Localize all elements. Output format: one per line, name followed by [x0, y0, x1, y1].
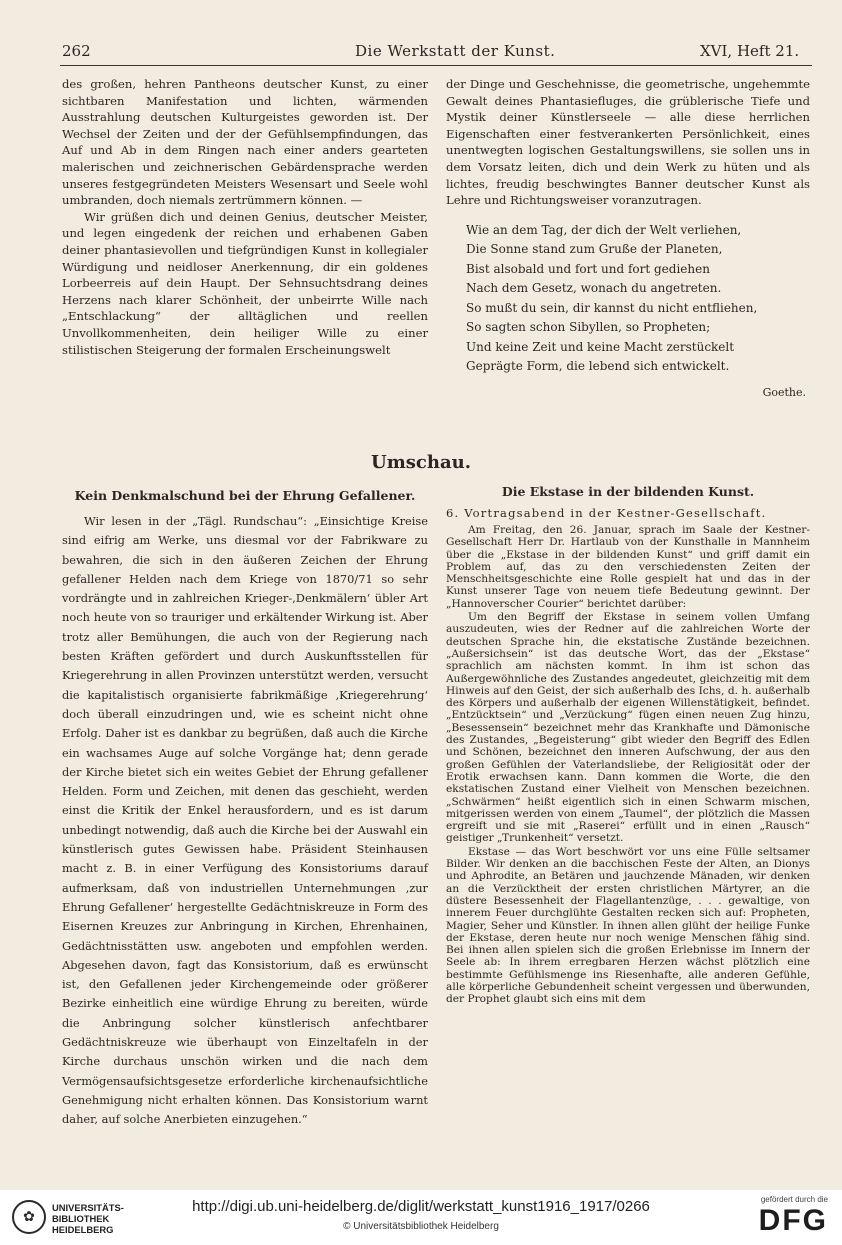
poem-line: Geprägte Form, die lebend sich entwickelt. — [466, 359, 730, 374]
poem-line: So mußt du sein, dir kannst du nicht entfliehen, — [466, 300, 758, 315]
poem-line: Bist alsobald und fort und fort gediehen — [466, 261, 710, 276]
poem — [466, 221, 810, 377]
poem-author: Goethe. — [762, 385, 806, 399]
paragraph: des großen, hehren Pantheons deutscher Kunst, zu einer sichtbaren Manifestation und lichten, wärmenden Ausstrahlung deutschen Kulturgeistes geworden ist. Der Wechsel der Zeiten und der der Gefühlsempfindungen, das Auf und Ab in dem Ringen nach einer anders gearteten malerischen und zeichnerischen Gebärdensprache werden unseres festgegründeten Meisters Wesensart und Seele wohl umbranden, doch niemals zertrümmern können. — — [62, 77, 428, 208]
library-name: UNIVERSITÄTS- BIBLIOTHEK HEIDELBERG — [52, 1202, 124, 1235]
copyright-notice: © Universitätsbibliothek Heidelberg — [343, 1221, 499, 1232]
running-header — [0, 30, 842, 70]
article-lead: 6. Vortragsabend in der Kestner-Gesellschaft. — [446, 506, 767, 520]
article-heading-right: Die Ekstase in der bildenden Kunst. — [501, 484, 755, 499]
poem-line: Wie an dem Tag, der dich der Welt verliehen, — [466, 222, 742, 237]
right-article-column — [446, 524, 810, 1006]
funding-note: gefördert durch die — [760, 1195, 828, 1204]
paragraph: Wir lesen in der „Tägl. Rundschau“: „Einsichtige Kreise sind eifrig am Werke, uns diesmal vor der Fabrikware zu bewahren, die sich in den äußeren Zeichen der Ehrung gefallener Helden nach dem Kriege von 1870/71 so sehr vordrängte und in zahlreichen Krieger-‚Denkmälern‘ übler Art noch heute von so trauriger und erkältender Wirkung ist. Aber trotz aller Bemühungen, die auch von der Regierung nach besten Kräften gefördert und durch Auskunftsstellen für Kriegerehrung in allen Provinzen unterstützt werden, versucht die kapitalistisch organisierte fabrikmäßige ‚Kriegerehrung‘ doch überall einzudringen und, wie es scheint nicht ohne Erfolg. Daher ist es dankbar zu begrüßen, daß auch die Kirche ein wachsames Auge auf solche Vorgänge hat; denn gerade der Kirche bietet sich ein weites Gebiet der Ehrung gefallener Helden. Form und Zeichen, mit denen das geschieht, werden einst die Kritik der Enkel herausfordern, und es ist darum unbedingt notwendig, daß auch die Kirche bei der Auswahl ein künstlerisch gutes Gewissen habe. Präsident Steinhausen macht z. B. in einer Verfügung des Konsistoriums darauf aufmerksam, daß von industriellen Unternehmungen ‚zur Ehrung Gefallener‘ hergestellte Gedächtniskreuze in Form des Eisernen Kreuzes zur Anbringung in Kirchen, Ehrenhainen, Gedächtnisstätten usw. angeboten und empfohlen werden. Abgesehen davon, fagt das Konsistorium, daß es erwünscht ist, den Gefallenen jeder Kirchengemeinde oder größerer Bezirke einheitlich eine würdige Ehrung zu bereiten, würde die Anbringung solcher künstlerisch anfechtbarer Gedächtniskreuze wie überhaupt von Einzeltafeln in der Kirche durchaus unschön wirken und die nach dem Vermögensaufsichtsgesetze erforderliche kirchenaufsichtliche Genehmigung nicht erhalten können. Das Konsistorium warnt daher, auf solche Anerbieten einzugehen.“ — [62, 514, 428, 1127]
top-left-column — [62, 76, 428, 358]
section-title: Umschau. — [371, 452, 471, 473]
poem-line: Die Sonne stand zum Gruße der Planeten, — [466, 242, 723, 257]
left-article-column — [62, 512, 428, 1130]
library-seal-icon: ✿ — [12, 1200, 46, 1234]
header-rule — [60, 65, 812, 66]
dfg-logo[interactable]: DFG — [758, 1204, 828, 1237]
top-right-column — [446, 76, 810, 401]
page-number: 262 — [62, 42, 91, 60]
article-heading-left: Kein Denkmalschund bei der Ehrung Gefallener. — [74, 488, 416, 503]
paragraph: der Dinge und Geschehnisse, die geometrische, ungehemmte Gewalt deines Phantasiefluges, die grüblerische Tiefe und Mystik deiner Künstlerseele — alle diese herrlichen Eigenschaften einer festverankerten Persönlichkeit, eines unentwegten logischen Gestaltungswillens, sie sollen uns in dem Vorsatz leiten, dich und dein Werk zu hüten und als lichtes, freudig beschwingtes Banner deutscher Kunst als Lehre und Richtungsweiser voranzutragen. — [446, 77, 810, 208]
paragraph: Ekstase — das Wort beschwört vor uns eine Fülle seltsamer Bilder. Wir denken an die bacchischen Feste der Alten, an Dionys und Aphrodite, an Betären und jauchzende Mänaden, wir denken an die Verzücktheit der ersten christlichen Märtyrer, an die düstere Besessenheit der Flagellantenzüge, . . . gewaltige, von innerem Feuer durchglühte Gestalten recken sich auf: Propheten, Magier, Seher und Künstler. In ihnen allen glüht der heilige Funke der Ekstase, deren heute nur noch wenige Menschen fähig sind. Bei ihnen allen spielen sich die großen Erlebnisse im Innern der Seele ab: In ihrem erregbaren Herzen wächst plötzlich eine bestimmte Gefühlsmenge ins Riesenhafte, alle anderen Gefühle, alle körperliche Gebundenheit scheint vergessen und überwunden, der Prophet glaubt sich eins mit dem — [446, 845, 810, 1006]
issue-label: XVI, Heft 21. — [700, 42, 800, 60]
poem-line: Und keine Zeit und keine Macht zerstückelt — [466, 339, 735, 354]
paragraph: Wir grüßen dich und deinen Genius, deutscher Meister, und legen eingedenk der reichen und erhabenen Gaben deiner phantasievollen und tiefgründigen Kunst in kollegialer Würdigung und neidloser Anerkennung, dir ein goldenes Lorbeerreis auf dein Haupt. Der Sehnsuchtsdrang deines Herzens nach klarer Schönheit, der unbeirrte Wille nach „Entschlackung“ der alltäglichen und reellen Unvollkommenheiten, dein heiliger Wille zu einer stilistischen Steigerung der formalen Erscheinungswelt — [62, 209, 428, 357]
poem-line: So sagten schon Sibyllen, so Propheten; — [466, 320, 711, 335]
permalink[interactable]: http://digi.ub.uni-heidelberg.de/diglit/werkstatt_kunst1916_1917/0266 — [192, 1198, 650, 1215]
journal-title: Die Werkstatt der Kunst. — [355, 42, 556, 60]
poem-line: Nach dem Gesetz, wonach du angetreten. — [466, 281, 722, 296]
paragraph: Um den Begriff der Ekstase in seinem vollen Umfang auszudeuten, wies der Redner auf die zahlreichen Worte der deutschen Sprache hin, die ekstatische Zustände bezeichnen. „Außersichsein“ ist das deutsche Wort, das der „Ekstase“ sprachlich am nächsten kommt. In ihm ist schon das Außergewöhnliche des Zustandes angedeutet, gleichzeitig mit dem Hinweis auf den Geist, der sich außerhalb des Ichs, d. h. außerhalb des Körpers und außerhalb der eigenen Willenstätigkeit, befindet. „Entzücktsein“ und „Verzückung“ fügen einen neuen Zug hinzu, „Besessensein“ bezeichnet mehr das Krankhafte und Dämonische des Zustandes, „Begeisterung“ gibt wieder den Begriff des Edlen und Schönen, bezeichnet den inneren Aufschwung, der aus den großen Gefühlen der Vaterlandsliebe, der Religiosität oder der Erotik erwachsen kann. Dann kommen die Worte, die den ekstatischen Zustand einer Vielheit von Menschen bezeichnen. „Schwärmen“ heißt eigentlich sich in einen Schwarm mischen, mitgerissen werden von einem „Taumel“, der plötzlich die Massen ergreift und sie mit „Raserei“ erfüllt und in einen „Rausch“ geistiger „Trunkenheit“ versetzt. — [446, 611, 810, 845]
paragraph: Am Freitag, den 26. Januar, sprach im Saale der Kestner-Gesellschaft Herr Dr. Hartlaub von der Kunsthalle in Mannheim über die „Ekstase in der bildenden Kunst“ und griff damit ein Problem auf, das zu den verschiedensten Zeiten der Menschheitsgeschichte eine Rolle gespielt hat und das in der Kunst unserer Tage von neuem tiefe Bedeutung gewinnt. Der „Hannoverscher Courier“ berichtet darüber: — [446, 524, 810, 610]
viewer-footer — [0, 1190, 842, 1245]
